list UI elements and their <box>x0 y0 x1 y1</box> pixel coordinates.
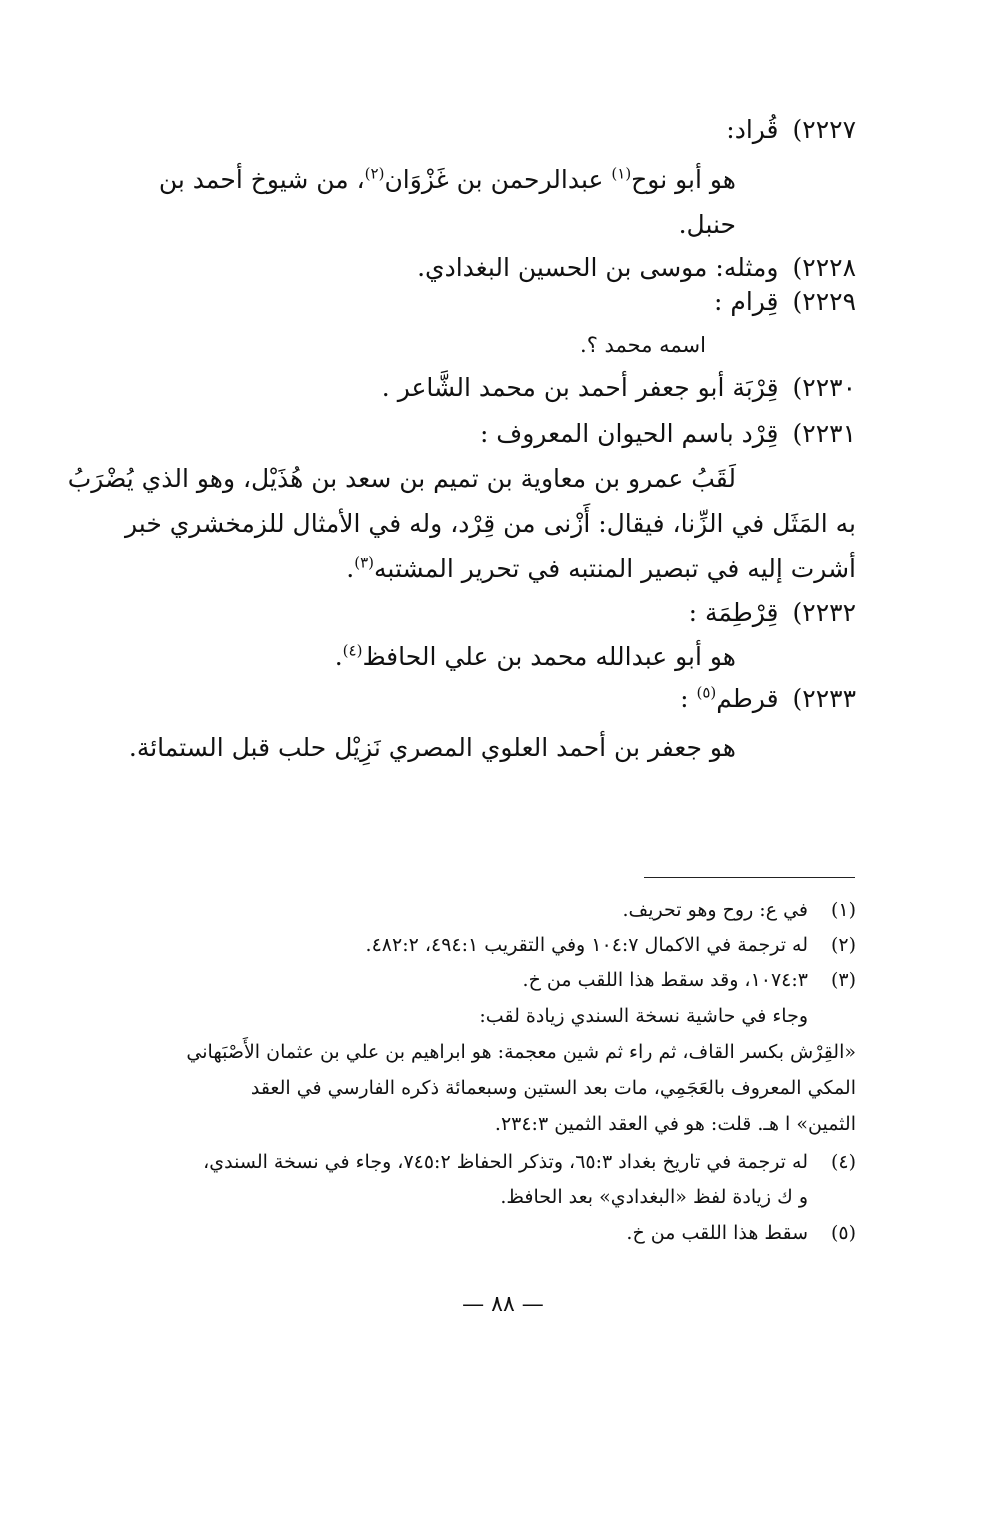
entry-2231-text-line-1: لَقَبُ عمرو بن معاوية بن تميم بن سعد بن هُذَيْل، وهو الذي يُضْرَبُ <box>67 464 736 493</box>
footnote-number: (٤) <box>830 1151 856 1173</box>
page-number: — ٨٨ — <box>462 1292 544 1317</box>
entry-number: ٢٢٢٨) <box>792 253 856 282</box>
entry-2231 <box>480 418 856 449</box>
entry-2228 <box>417 252 856 283</box>
footnote-2: (٢) له ترجمة في الاكمال ١٠٤:٧ وفي التقريب ٤٩٤:١، ٤٨٢:٢. <box>365 934 856 956</box>
entry-number: ٢٢٢٧) <box>792 115 856 144</box>
footnote-1: (١) في ع: روح وهو تحريف. <box>622 899 856 921</box>
entry-number: ٢٢٣٢) <box>792 598 856 627</box>
footnote-ref-3[interactable]: (٣) <box>354 553 375 572</box>
entry-heading: ومثله: موسى بن الحسين البغدادي. <box>417 253 779 282</box>
entry-2233: ٢٢٣٣)قرطم$^{(٥)}$ : <box>680 683 856 713</box>
entry-2227 <box>726 114 856 145</box>
footnote-3-line-5: الثمين» ا هـ. قلت: هو في العقد الثمين ٢٣٤:٣. <box>494 1113 856 1135</box>
footnote-3-line-4: المكي المعروف بالعَجَمِي، مات بعد الستين وسبعمائة ذكره الفارسي في العقد <box>250 1077 856 1099</box>
entry-heading: قِرْد باسم الحيوان المعروف : <box>479 419 779 448</box>
footnote-ref-1[interactable]: (١) <box>611 164 632 183</box>
footnote-5: (٥) سقط هذا اللقب من خ. <box>626 1222 856 1244</box>
entry-2229 <box>714 286 856 317</box>
entry-2230 <box>382 372 856 403</box>
entry-2232-text: هو أبو عبدالله محمد بن علي الحافظ$^{(٤)}$. <box>334 641 736 671</box>
footnote-ref-2[interactable]: (٢) <box>364 164 385 183</box>
entry-number: ٢٢٣٣) <box>792 684 856 713</box>
entry-2227-text-line-2: حنبل. <box>678 210 736 239</box>
footnote-3-line-3: «القِرْش بكسر القاف، ثم راء ثم شين معجمة: هو ابراهيم بن علي بن عثمان الأَصْبَهاني <box>186 1041 856 1063</box>
footnote-number: (٢) <box>830 934 856 956</box>
footnote-number: (٥) <box>830 1222 856 1244</box>
footnote-4: (٤) له ترجمة في تاريخ بغداد ٦٥:٣، وتذكر الحفاظ ٧٤٥:٢، وجاء في نسخة السندي، <box>203 1151 856 1173</box>
footnote-4-line-2: و ك زيادة لفظ «البغدادي» بعد الحافظ. <box>500 1186 808 1208</box>
footnote-3: (٣) ١٠٧٤:٣، وقد سقط هذا اللقب من خ. <box>522 969 856 991</box>
footnote-number: (١) <box>830 899 856 921</box>
entry-heading: قرطم <box>716 684 779 713</box>
entry-number: ٢٢٣٠) <box>792 373 856 402</box>
footnote-number: (٣) <box>830 969 856 991</box>
footnote-3-line-2: وجاء في حاشية نسخة السندي زيادة لقب: <box>479 1005 808 1027</box>
entry-2231-text-line-3: أشرت إليه في تبصير المنتبه في تحرير المشتبه$^{(٣)}$. <box>346 553 856 583</box>
entry-2231-text-line-2: به المَثَل في الزِّنا، فيقال: أَزْنى من قِرْد، وله في الأمثال للزمخشري خبر <box>124 509 856 538</box>
entry-2233-text: هو جعفر بن أحمد العلوي المصري نَزِيْل حلب قبل الستمائة. <box>128 733 736 762</box>
entry-heading: قِرْبَة أبو جعفر أحمد بن محمد الشَّاعر . <box>381 373 779 402</box>
footnote-ref-4[interactable]: (٤) <box>342 641 363 660</box>
entry-heading: قُراد: <box>726 115 779 144</box>
entry-number: ٢٢٢٩) <box>792 287 856 316</box>
footnote-separator <box>644 877 855 878</box>
entry-2229-text: اسمه محمد ؟. <box>580 333 706 357</box>
entry-2232 <box>689 597 856 628</box>
footnote-ref-5[interactable]: (٥) <box>696 683 717 702</box>
entry-heading: قِرام : <box>713 287 779 316</box>
entry-2227-text-line-1: هو أبو نوح$^{(١)}$ عبدالرحمن بن غَزْوَان$^{(٢)}$، من شيوخ أحمد بن <box>158 164 736 194</box>
entry-number: ٢٢٣١) <box>792 419 856 448</box>
entry-heading: قِرْطِمَة : <box>688 598 779 627</box>
